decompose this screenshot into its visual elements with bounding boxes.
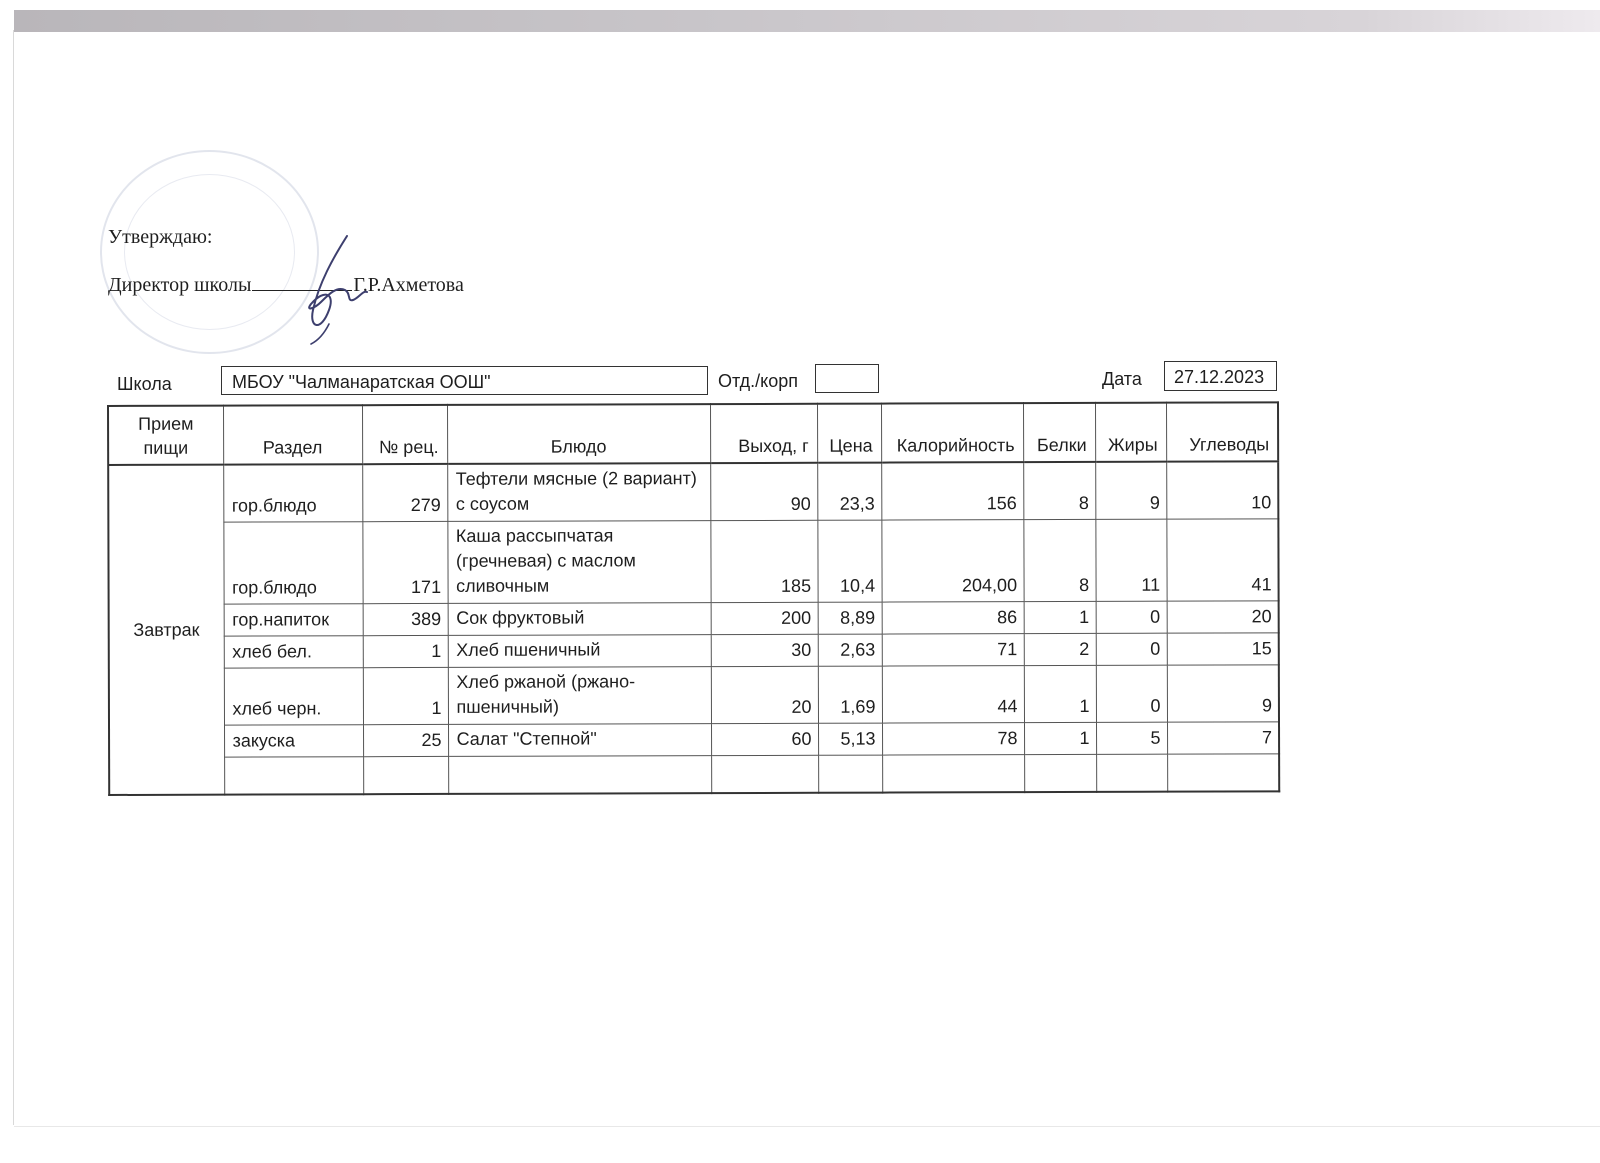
director-label: Директор школы — [108, 274, 252, 296]
price-cell: 1,69 — [818, 666, 882, 723]
column-header-dish: Блюдо — [447, 404, 710, 464]
recipe-cell — [363, 756, 448, 794]
table-row — [109, 665, 1279, 726]
protein-cell: 1 — [1024, 665, 1096, 722]
calories-cell: 156 — [881, 462, 1023, 520]
column-header-carbs: Углеводы — [1166, 402, 1278, 461]
fat-cell: 5 — [1096, 722, 1167, 754]
carbs-cell: 41 — [1166, 519, 1278, 601]
section-cell: хлеб черн. — [224, 668, 363, 725]
recipe-cell: 1 — [363, 667, 448, 724]
fat-cell: 9 — [1095, 462, 1166, 520]
calories-cell — [882, 755, 1024, 793]
protein-cell: 8 — [1023, 462, 1095, 520]
fat-cell: 0 — [1096, 633, 1167, 665]
dish-cell: Сок фруктовый — [448, 603, 711, 636]
output-cell: 90 — [710, 463, 817, 521]
dish-cell: Хлеб пшеничный — [448, 635, 711, 668]
section-cell: закуска — [224, 725, 363, 757]
director-name: Г.Р.Ахметова — [353, 274, 464, 296]
output-cell: 60 — [711, 723, 818, 755]
calories-cell: 86 — [882, 602, 1024, 634]
column-header-fat: Жиры — [1095, 403, 1166, 462]
output-cell: 200 — [711, 602, 818, 634]
column-header-calories: Калорийность — [881, 403, 1023, 462]
protein-cell: 1 — [1024, 722, 1096, 754]
table-row — [109, 633, 1279, 669]
calories-cell: 204,00 — [881, 520, 1023, 602]
price-cell: 5,13 — [818, 723, 882, 755]
calories-cell: 71 — [882, 634, 1024, 666]
table-row — [109, 722, 1279, 758]
section-cell: гор.блюдо — [223, 464, 362, 522]
table-header-row — [108, 402, 1278, 465]
price-cell: 2,63 — [818, 634, 882, 666]
table-row — [108, 519, 1278, 605]
output-cell — [711, 755, 818, 793]
dish-cell: Салат "Степной" — [448, 724, 711, 757]
price-cell — [818, 755, 882, 793]
approval-title: Утверждаю: — [108, 226, 213, 248]
carbs-cell: 7 — [1167, 722, 1279, 754]
column-header-meal: Прием пищи — [108, 406, 223, 465]
table-row — [108, 461, 1278, 522]
carbs-cell — [1167, 754, 1279, 792]
dish-cell — [448, 756, 711, 794]
dish-cell: Каша рассыпчатая (гречневая) с маслом сливочным — [447, 521, 710, 604]
dish-cell: Хлеб ржаной (ржано-пшеничный) — [448, 667, 711, 725]
menu-table — [107, 401, 1280, 796]
school-field: МБОУ "Чалманаратская ООШ" — [221, 366, 708, 395]
protein-cell: 8 — [1023, 519, 1095, 601]
recipe-cell: 279 — [362, 464, 447, 522]
calories-cell: 44 — [882, 666, 1024, 723]
carbs-cell: 15 — [1167, 633, 1279, 665]
protein-cell — [1024, 754, 1096, 792]
fat-cell: 0 — [1096, 665, 1167, 722]
column-header-output: Выход, г — [710, 404, 817, 463]
fat-cell: 0 — [1096, 601, 1167, 633]
calories-cell: 78 — [882, 723, 1024, 755]
price-cell: 23,3 — [817, 463, 881, 521]
column-header-protein: Белки — [1023, 403, 1095, 462]
output-cell: 30 — [711, 634, 818, 666]
fat-cell — [1096, 754, 1167, 792]
carbs-cell: 20 — [1167, 601, 1279, 633]
column-header-recipe: № рец. — [362, 405, 447, 464]
recipe-cell: 25 — [363, 724, 448, 756]
table-row-empty — [109, 754, 1279, 795]
protein-cell: 1 — [1024, 601, 1096, 633]
price-cell: 10,4 — [817, 520, 881, 602]
fat-cell: 11 — [1095, 519, 1166, 601]
school-label: Школа — [117, 374, 172, 394]
section-cell — [224, 757, 363, 795]
section-cell: хлеб бел. — [224, 636, 363, 668]
column-header-price: Цена — [817, 404, 881, 463]
recipe-cell: 1 — [363, 635, 448, 667]
output-cell: 185 — [710, 520, 817, 602]
department-label: Отд./корп — [718, 371, 798, 391]
section-cell: гор.блюдо — [223, 522, 362, 604]
protein-cell: 2 — [1024, 633, 1096, 665]
department-field — [815, 364, 879, 393]
scan-bottom-edge — [14, 1126, 1600, 1127]
table-row — [109, 601, 1279, 637]
handwritten-signature — [285, 228, 385, 348]
column-header-section: Раздел — [223, 405, 362, 464]
dish-cell: Тефтели мясные (2 вариант) с соусом — [447, 463, 710, 521]
scan-left-edge — [13, 30, 14, 1125]
date-label: Дата — [1102, 369, 1142, 389]
output-cell: 20 — [711, 666, 818, 723]
scan-edge-shadow — [14, 10, 1600, 32]
section-cell: гор.напиток — [224, 604, 363, 636]
recipe-cell: 389 — [363, 603, 448, 635]
carbs-cell: 9 — [1167, 665, 1279, 722]
carbs-cell: 10 — [1166, 461, 1278, 519]
price-cell: 8,89 — [818, 602, 882, 634]
date-field: 27.12.2023 — [1164, 361, 1277, 391]
meal-cell: Завтрак — [108, 465, 224, 795]
recipe-cell: 171 — [362, 521, 447, 603]
